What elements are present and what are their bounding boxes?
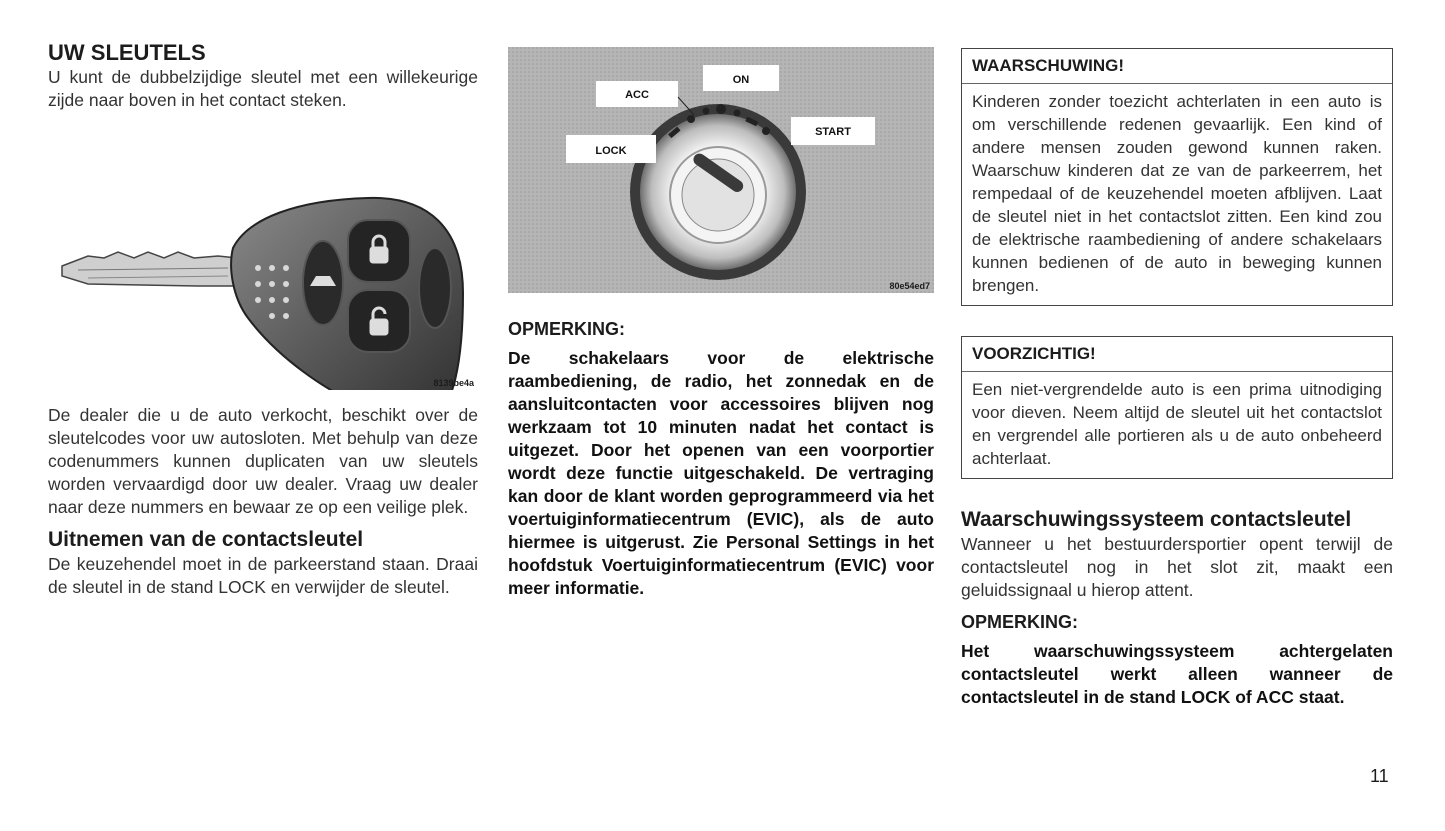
svg-text:ACC: ACC (625, 89, 649, 101)
key-warning-system-heading: Waarschuwingssysteem contactsleutel (961, 508, 1352, 531)
panic-button (419, 248, 451, 328)
caution-title: VOORZICHTIG! (972, 344, 1096, 363)
figure-code: 80e54ed7 (889, 281, 930, 291)
warning-title: WAARSCHUWING! (972, 56, 1125, 75)
key-removal-heading: Uitnemen van de contactsleutel (48, 528, 364, 551)
left-column (48, 40, 478, 599)
warning-box (961, 48, 1393, 306)
svg-text:START: START (815, 126, 851, 138)
right-column (961, 48, 1393, 709)
warning-text: Kinderen zonder toezicht achterlaten in een auto is om verschillende redenen gevaarlijk. Een kind of andere mensen zouden gewond kunnen raken. Waarschuw kinderen dat ze van de parkeerrem, het rempedaal of de keuzehendel moeten afblijven. Laat de sleutel niet in het contactslot zitten. Een kind zou de elektrische raambediening of andere schakelaars kunnen bedienen of de auto in beweging kunnen brengen. (972, 92, 1382, 295)
svg-text:LOCK: LOCK (595, 145, 627, 157)
label-start (791, 117, 875, 145)
key-intro-text: U kunt de dubbelzijdige sleutel met een willekeurige zijde naar boven in het contact steken. (48, 67, 478, 110)
ignition-illustration (508, 47, 934, 293)
caution-box (961, 336, 1393, 479)
caution-text: Een niet-vergrendelde auto is een prima uitnodiging voor dieven. Neem altijd de sleutel uit het contactslot en vergrendel alle portieren als u de auto onbeheerd achterlaat. (972, 380, 1382, 468)
middle-column (508, 47, 934, 600)
key-removal-text: De keuzehendel moet in de parkeerstand staan. Draai de sleutel in de stand LOCK en verwijder de sleutel. (48, 554, 478, 597)
ignition-figure (508, 47, 934, 293)
note-label: OPMERKING: (961, 612, 1078, 632)
dealer-codes-text: De dealer die u de auto verkocht, beschikt over de sleutelcodes voor uw autosloten. Met behulp van deze codenummers kunnen duplicaten van uw sleutels worden vervaardigd door uw dealer. Vraag uw dealer naar deze nummers en bewaar ze op een veilige plek. (48, 405, 478, 517)
key-warning-system-text: Wanneer u het bestuurdersportier opent terwijl de contactsleutel nog in het slot zit, maakt een geluidssignaal u hierop attent. (961, 534, 1393, 600)
label-on (703, 65, 779, 91)
note-text: Het waarschuwingssysteem achtergelaten contactsleutel werkt alleen wanneer de contactsleutel in de stand LOCK of ACC staat. (961, 641, 1393, 707)
note-label: OPMERKING: (508, 319, 625, 339)
key-figure (48, 118, 478, 390)
svg-text:ON: ON (732, 74, 750, 86)
label-lock (566, 135, 656, 163)
section-heading: UW SLEUTELS (48, 40, 206, 65)
page-number: 11 (1370, 766, 1389, 786)
note-text: De schakelaars voor de elektrische raambediening, de radio, het zonnedak en de aansluitcontacten voor accessoires blijven nog werkzaam tot 10 minuten nadat het contact is uitgezet. Door het openen van een voorportier wordt deze functie uitgeschakeld. De vertraging kan door de klant worden geprogrammeerd via het voertuiginformatiecentrum (EVIC), als de auto hiermee is uitgerust. Zie Personal Settings in het hoofdstuk Voertuiginformatiecentrum (EVIC) voor meer informatie. (508, 348, 934, 598)
figure-code: 8139be4a (433, 378, 474, 388)
key-illustration (48, 118, 478, 390)
